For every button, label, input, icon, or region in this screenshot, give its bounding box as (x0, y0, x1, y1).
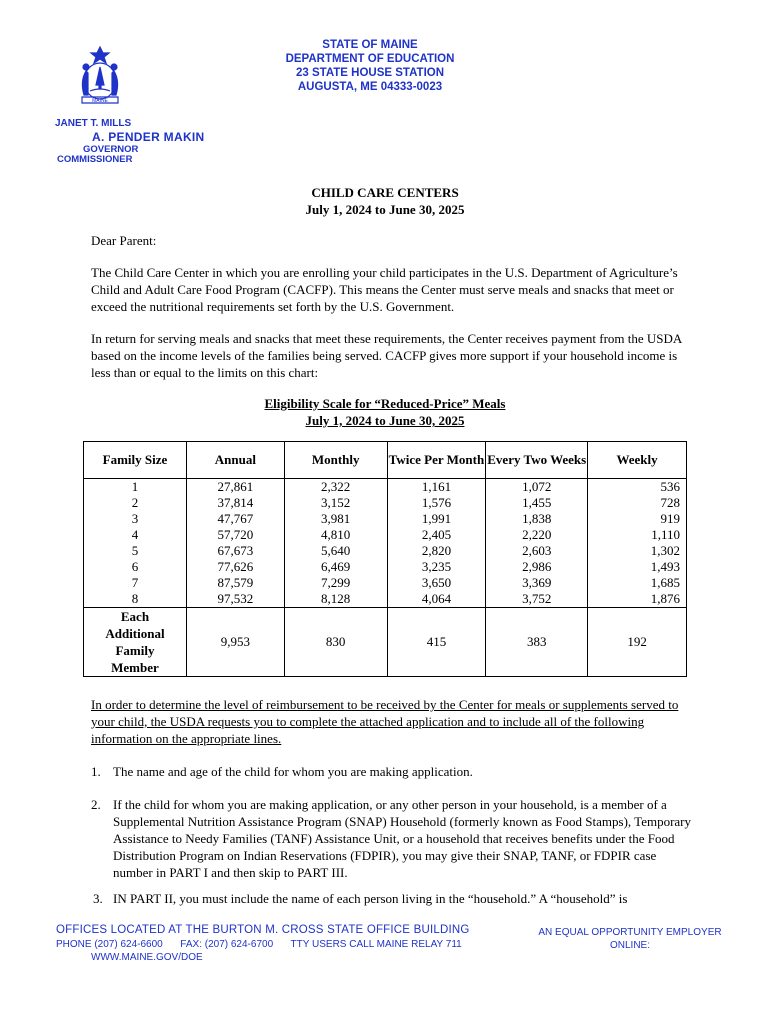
column-header: Monthly (284, 442, 387, 479)
contact-line (56, 939, 470, 950)
income-cell: 1,685 (588, 575, 687, 591)
income-cell: 57,720 (186, 527, 284, 543)
income-cell: 7,299 (284, 575, 387, 591)
column-header: Weekly (588, 442, 687, 479)
list-item (93, 890, 691, 908)
income-cell: 1,576 (387, 495, 486, 511)
income-cell: 1,838 (486, 511, 588, 527)
income-cell: 536 (588, 479, 687, 496)
income-cell: 27,861 (186, 479, 284, 496)
table-row (84, 575, 687, 591)
commissioner-name: A. PENDER MAKIN (92, 130, 205, 144)
title-date: July 1, 2024 to June 30, 2025 (305, 202, 465, 217)
footer-employer (535, 926, 725, 952)
table-row (84, 495, 687, 511)
family-size-cell: 7 (84, 575, 187, 591)
paragraph-text: The Child Care Center in which you are enrolling your child participates in the U.S. Department of Agriculture’s Child and Adult Care Food Program (CACFP). This means the Center must serve meals and snacks that meet or exceed the nutritional requirements set forth by the U.S. Government. (91, 265, 678, 314)
income-cell: 3,650 (387, 575, 486, 591)
scale-heading-title: Eligibility Scale for “Reduced-Price” Meals (264, 396, 506, 411)
family-size-cell: 2 (84, 495, 187, 511)
fax-number: FAX: (207) 624-6700 (180, 939, 274, 950)
income-cell: 2,603 (486, 543, 588, 559)
paragraph-text: In return for serving meals and snacks that meet these requirements, the Center receives payment from the USDA based on the income levels of the families being served. CACFP gives more support if your household income is less than or equal to the limits on this chart: (91, 331, 682, 380)
online-label: ONLINE: (609, 940, 650, 951)
offices-line: OFFICES LOCATED AT THE BURTON M. CROSS STATE OFFICE BUILDING (56, 924, 470, 936)
table-header-row (84, 442, 687, 479)
income-cell: 415 (387, 608, 486, 677)
family-size-cell: 1 (84, 479, 187, 496)
income-cell: 383 (486, 608, 588, 677)
agency-line: AUGUSTA, ME 04333-0023 (297, 81, 443, 93)
column-header: Every Two Weeks (486, 442, 588, 479)
family-size-cell: 4 (84, 527, 187, 543)
agency-address (250, 38, 490, 94)
income-cell: 3,981 (284, 511, 387, 527)
maine-state-seal-icon (72, 45, 128, 111)
list-item (91, 763, 691, 781)
income-cell: 8,128 (284, 591, 387, 608)
table-row (84, 559, 687, 575)
greeting: Dear Parent: (91, 233, 157, 248)
item-text: IN PART II, you must include the name of each person living in the “household.” A “household” is (113, 891, 628, 906)
footer-offices (56, 924, 470, 963)
income-cell: 1,876 (588, 591, 687, 608)
agency-line: 23 STATE HOUSE STATION (295, 67, 445, 79)
item-text: The name and age of the child for whom you are making application. (113, 764, 473, 779)
income-cell: 830 (284, 608, 387, 677)
list-item (91, 796, 692, 880)
family-size-cell: 6 (84, 559, 187, 575)
item-number: 1. (91, 764, 101, 779)
table-row (84, 591, 687, 608)
income-cell: 1,110 (588, 527, 687, 543)
agency-line: DEPARTMENT OF EDUCATION (285, 53, 455, 65)
income-cell: 192 (588, 608, 687, 677)
paragraph-payment (91, 330, 691, 381)
income-cell: 3,369 (486, 575, 588, 591)
income-cell: 77,626 (186, 559, 284, 575)
income-cell: 97,532 (186, 591, 284, 608)
commissioner-title: COMMISSIONER (57, 154, 133, 165)
table-row (84, 608, 687, 677)
governor-name: JANET T. MILLS (55, 118, 132, 129)
title-line: CHILD CARE CENTERS (311, 185, 459, 200)
income-cell: 919 (588, 511, 687, 527)
income-cell: 2,820 (387, 543, 486, 559)
agency-line: STATE OF MAINE (322, 39, 418, 51)
scale-heading-date: July 1, 2024 to June 30, 2025 (305, 413, 465, 428)
income-cell: 1,161 (387, 479, 486, 496)
table-row (84, 543, 687, 559)
item-text: If the child for whom you are making application, or any other person in your household, is a member of a Supplemental Nutrition Assistance Program (SNAP) Household (formerly known as Food Stamps), Temporary Assistance to Needy Families (TANF) Assistance Unit, or a household that receives benefits under the Food Distribution Program on Indian Reservations (FDPIR), you may give their SNAP, TANF, or FDPIR case number in PART I and then skip to PART III. (113, 797, 692, 880)
income-cell: 3,235 (387, 559, 486, 575)
family-size-cell: 3 (84, 511, 187, 527)
tty-info: TTY USERS CALL MAINE RELAY 711 (290, 939, 462, 950)
income-cell: 9,953 (186, 608, 284, 677)
family-size-cell: 5 (84, 543, 187, 559)
income-cell: 2,220 (486, 527, 588, 543)
income-cell: 1,072 (486, 479, 588, 496)
eligibility-table (83, 441, 687, 677)
document-title (0, 184, 770, 218)
income-cell: 67,673 (186, 543, 284, 559)
table-row (84, 511, 687, 527)
column-header: Twice Per Month (387, 442, 486, 479)
income-cell: 1,455 (486, 495, 588, 511)
table-row (84, 527, 687, 543)
income-cell: 1,302 (588, 543, 687, 559)
income-cell: 2,986 (486, 559, 588, 575)
table-body (84, 479, 687, 677)
income-cell: 2,405 (387, 527, 486, 543)
table-row (84, 479, 687, 496)
equal-opportunity-text: AN EQUAL OPPORTUNITY EMPLOYER (538, 927, 722, 938)
paragraph-program (91, 264, 691, 315)
item-number: 2. (91, 797, 101, 812)
seal-text: MAINE (92, 98, 108, 104)
family-size-cell: 8 (84, 591, 187, 608)
income-cell: 3,752 (486, 591, 588, 608)
income-cell: 3,152 (284, 495, 387, 511)
phone-number: PHONE (207) 624-6600 (56, 939, 163, 950)
income-cell: 37,814 (186, 495, 284, 511)
income-cell: 4,810 (284, 527, 387, 543)
governor-title: GOVERNOR (83, 144, 139, 155)
income-cell: 6,469 (284, 559, 387, 575)
income-cell: 1,991 (387, 511, 486, 527)
column-header: Annual (186, 442, 284, 479)
income-cell: 5,640 (284, 543, 387, 559)
instructions-text: In order to determine the level of reimbursement to be received by the Center for meals or supplements served to your child, the USDA requests you to complete the attached application and to include all of the following information on the appropriate lines. (91, 697, 679, 746)
income-cell: 87,579 (186, 575, 284, 591)
column-header: Family Size (84, 442, 187, 479)
income-cell: 2,322 (284, 479, 387, 496)
additional-member-cell: Each Additional Family Member (84, 608, 187, 677)
item-number: 3. (93, 891, 103, 906)
income-cell: 47,767 (186, 511, 284, 527)
eligibility-scale-heading (0, 395, 770, 429)
income-cell: 728 (588, 495, 687, 511)
website-link[interactable]: WWW.MAINE.GOV/DOE (91, 952, 203, 963)
income-cell: 4,064 (387, 591, 486, 608)
income-cell: 1,493 (588, 559, 687, 575)
